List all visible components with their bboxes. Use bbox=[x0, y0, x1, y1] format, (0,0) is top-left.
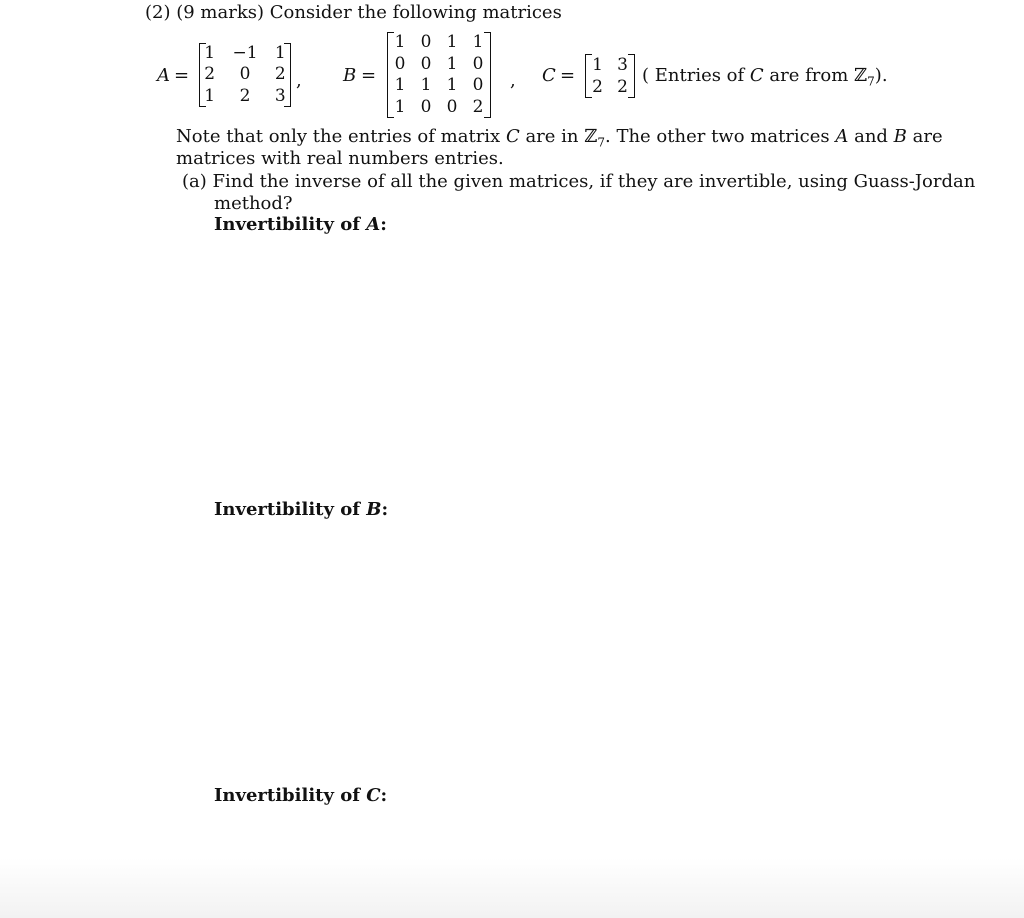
matrix-c-note-mid: are from bbox=[763, 65, 855, 86]
matrix-c-equals: = bbox=[560, 65, 576, 86]
bottom-shadow bbox=[0, 858, 1024, 918]
matrix-a-cell: −1 bbox=[232, 43, 258, 64]
part-a-line-1: (a) Find the inverse of all the given matrices, if they are invertible, using Guass-Jordan bbox=[182, 171, 976, 192]
part-a-line-2: method? bbox=[214, 193, 293, 214]
heading-text: Invertibility of bbox=[214, 214, 367, 235]
matrix-a-comma: , bbox=[296, 70, 302, 91]
note-var-a: A bbox=[835, 126, 849, 147]
matrix-b-cell: 0 bbox=[472, 75, 484, 96]
heading-var: C bbox=[366, 785, 381, 806]
matrix-a-table bbox=[199, 43, 291, 107]
note-text: . The other two matrices bbox=[605, 126, 836, 147]
matrix-a bbox=[199, 43, 291, 107]
heading-var: B bbox=[366, 499, 382, 520]
matrix-c-note-suffix: ). bbox=[874, 65, 888, 86]
matrix-b-cell: 1 bbox=[420, 75, 432, 96]
heading-invertibility-b bbox=[214, 499, 388, 521]
matrix-b-table bbox=[387, 32, 491, 118]
matrix-a-cell: 3 bbox=[274, 85, 286, 106]
matrix-b-equals: = bbox=[361, 65, 377, 86]
note-text: are in bbox=[519, 126, 585, 147]
matrix-b-cell: 0 bbox=[446, 96, 458, 117]
matrix-b-cell: 1 bbox=[472, 32, 484, 53]
note-text: Note that only the entries of matrix bbox=[176, 126, 506, 147]
matrix-c-note bbox=[642, 65, 888, 93]
matrix-a-cell: 2 bbox=[239, 85, 251, 106]
matrix-b-cell: 0 bbox=[420, 32, 432, 53]
matrix-a-cell: 1 bbox=[204, 43, 216, 64]
matrix-c-note-field: ℤ bbox=[854, 65, 868, 86]
note-field-sub: 7 bbox=[597, 135, 606, 150]
heading-colon: : bbox=[380, 214, 387, 235]
matrix-a-cell: 2 bbox=[204, 64, 216, 85]
question-title: (2) (9 marks) Consider the following matrices bbox=[145, 2, 562, 23]
matrix-c-label: C bbox=[542, 65, 556, 86]
heading-invertibility-a bbox=[214, 214, 387, 236]
matrix-a-cell: 1 bbox=[274, 43, 286, 64]
matrix-b-comma: , bbox=[510, 70, 516, 91]
matrix-c-table bbox=[585, 54, 635, 98]
matrix-b-cell: 1 bbox=[394, 32, 406, 53]
matrix-c-cell: 2 bbox=[592, 76, 603, 97]
heading-text: Invertibility of bbox=[214, 499, 367, 520]
matrix-c-cell: 2 bbox=[617, 76, 628, 97]
matrix-b-cell: 0 bbox=[420, 53, 432, 74]
matrix-a-cell: 0 bbox=[239, 64, 251, 85]
matrix-a-cell: 1 bbox=[204, 85, 216, 106]
matrix-b bbox=[387, 32, 491, 118]
note-line-2: matrices with real numbers entries. bbox=[176, 148, 504, 169]
matrix-a-label: A bbox=[157, 65, 170, 86]
note-text: are bbox=[906, 126, 943, 147]
matrix-b-cell: 1 bbox=[446, 75, 458, 96]
matrix-b-cell: 1 bbox=[394, 75, 406, 96]
note-var-b: B bbox=[893, 126, 907, 147]
heading-invertibility-c bbox=[214, 785, 387, 807]
note-text: and bbox=[848, 126, 894, 147]
matrix-b-cell: 0 bbox=[394, 53, 406, 74]
matrix-b-cell: 2 bbox=[472, 96, 484, 117]
heading-colon: : bbox=[381, 499, 389, 520]
matrix-b-cell: 0 bbox=[420, 96, 432, 117]
heading-text: Invertibility of bbox=[214, 785, 367, 806]
matrix-b-cell: 1 bbox=[446, 53, 458, 74]
matrix-c-note-var: C bbox=[749, 65, 764, 86]
matrix-b-cell: 0 bbox=[472, 53, 484, 74]
heading-var: A bbox=[366, 214, 381, 235]
matrix-c bbox=[585, 54, 635, 98]
matrix-c-cell: 3 bbox=[617, 54, 628, 75]
matrix-c-cell: 1 bbox=[592, 54, 603, 75]
matrix-c-note-prefix: ( Entries of bbox=[642, 65, 750, 86]
note-field: ℤ bbox=[584, 126, 598, 147]
heading-colon: : bbox=[380, 785, 388, 806]
matrix-b-label: B bbox=[343, 65, 357, 86]
matrix-a-cell: 2 bbox=[274, 64, 286, 85]
matrix-b-cell: 1 bbox=[446, 32, 458, 53]
note-var-c: C bbox=[505, 126, 520, 147]
matrix-b-cell: 1 bbox=[394, 96, 406, 117]
matrix-a-equals: = bbox=[174, 65, 190, 86]
matrix-c-note-sub: 7 bbox=[867, 74, 875, 89]
